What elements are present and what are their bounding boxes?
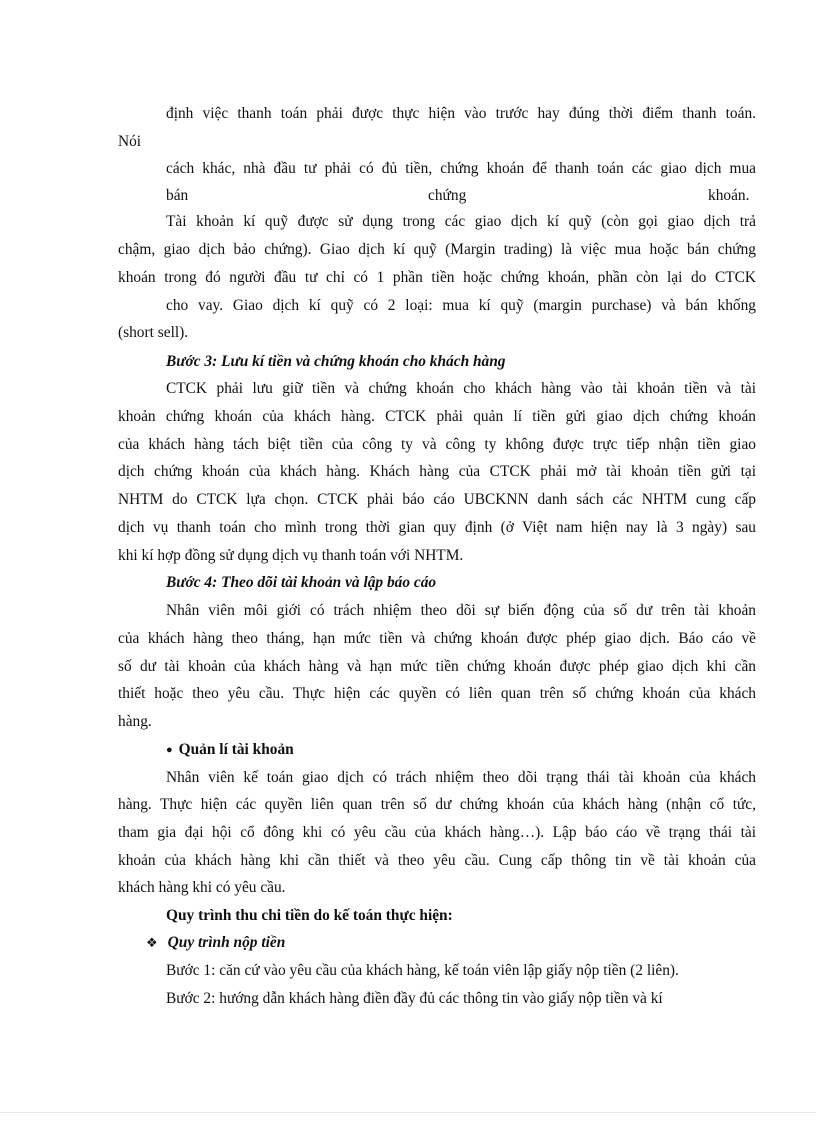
paragraph-line: khách hàng khi có yêu cầu. [118, 879, 286, 896]
paragraph-line: khoản chứng khoán của khách hàng. CTCK phải quản lí tiền gửi giao dịch chứng khoán [118, 408, 756, 425]
bullet-heading-label: Quản lí tài khoản [178, 741, 294, 758]
paragraph-line: dịch vụ thanh toán cho mình trong thời gian quy định (ở Việt nam hiện nay là 3 ngày) sau [118, 519, 756, 536]
paragraph-line: tham gia đại hội cổ đông khi có yêu cầu của khách hàng…). Lập báo cáo về trạng thái tài [118, 824, 756, 841]
paragraph-line: khoản của khách hàng khi cần thiết và theo yêu cầu. Cung cấp thông tin về tài khoản của [118, 852, 756, 869]
section-heading: Bước 4: Theo dõi tài khoản và lập báo cáo [166, 574, 437, 591]
page-bottom-divider [0, 1112, 816, 1113]
paragraph-line: khoán. [708, 187, 750, 204]
paragraph-line: chứng [428, 187, 467, 204]
paragraph-line: hàng. [118, 713, 152, 730]
paragraph-line: khi kí hợp đồng sử dụng dịch vụ thanh toán với NHTM. [118, 547, 464, 564]
paragraph-line: khoán trong đó người đầu tư chỉ có 1 phần tiền hoặc chứng khoán, phần còn lại do CTCK [118, 269, 756, 286]
diamond-bullet-icon: ❖ [146, 936, 158, 951]
paragraph-line: NHTM do CTCK lựa chọn. CTCK phải báo cáo UBCKNN danh sách các NHTM cung cấp [118, 491, 756, 508]
sub-heading-label: Quy trình nộp tiền [167, 934, 286, 951]
paragraph-line: Bước 2: hướng dẫn khách hàng điền đầy đủ các thông tin vào giấy nộp tiền và kí [166, 990, 663, 1007]
paragraph-line: của khách hàng tách biệt tiền của công ty và công ty không được trực tiếp nhận tiền giao [118, 436, 756, 453]
paragraph-line: cách khác, nhà đầu tư phải có đủ tiền, chứng khoán để thanh toán các giao dịch mua [166, 160, 756, 177]
paragraph-line: Tài khoản kí quỹ được sử dụng trong các giao dịch kí quỹ (còn gọi giao dịch trả [166, 213, 756, 230]
section-heading: Bước 3: Lưu kí tiền và chứng khoán cho khách hàng [166, 353, 506, 370]
bullet-heading [166, 740, 804, 760]
paragraph-line: dịch chứng khoán của khách hàng. Khách hàng của CTCK phải mở tài khoản tiền gửi tại [118, 463, 756, 480]
paragraph-line: Bước 1: căn cứ vào yêu cầu của khách hàng, kế toán viên lập giấy nộp tiền (2 liên). [166, 962, 679, 979]
paragraph-line: hàng. Thực hiện các quyền liên quan trên số dư chứng khoán của khách hàng (nhận cổ tức, [118, 796, 756, 813]
paragraph-line: cho vay. Giao dịch kí quỹ có 2 loại: mua kí quỹ (margin purchase) và bán khống [166, 297, 756, 314]
paragraph-line: Nhân viên môi giới có trách nhiệm theo dõi sự biến động của số dư trên tài khoản [166, 602, 756, 619]
paragraph-line: Nói [118, 133, 142, 150]
paragraph-line: (short sell). [118, 324, 189, 341]
paragraph-line: số dư tài khoản của khách hàng và hạn mức tiền chứng khoán được phép giao dịch khi cần [118, 658, 756, 675]
process-heading: Quy trình thu chi tiền do kế toán thực hiện: [166, 907, 453, 924]
sub-heading [146, 933, 784, 954]
paragraph-line: chậm, giao dịch bảo chứng). Giao dịch kí quỹ (Margin trading) là việc mua hoặc bán chứng [118, 241, 756, 258]
bullet-dot-icon: ● [166, 744, 173, 756]
paragraph-line: bán [166, 187, 189, 204]
paragraph-line: CTCK phải lưu giữ tiền và chứng khoán cho khách hàng vào tài khoản tiền và tài [166, 380, 756, 397]
paragraph-line: Nhân viên kế toán giao dịch có trách nhiệm theo dõi trạng thái tài khoản của khách [166, 769, 756, 786]
paragraph-line: của khách hàng theo tháng, hạn mức tiền và chứng khoán được phép giao dịch. Báo cáo về [118, 630, 756, 647]
paragraph-line: định việc thanh toán phải được thực hiện vào trước hay đúng thời điểm thanh toán. [166, 105, 756, 122]
paragraph-line: thiết hoặc theo yêu cầu. Thực hiện các quyền có liên quan trên số chứng khoán của khách [118, 685, 756, 702]
